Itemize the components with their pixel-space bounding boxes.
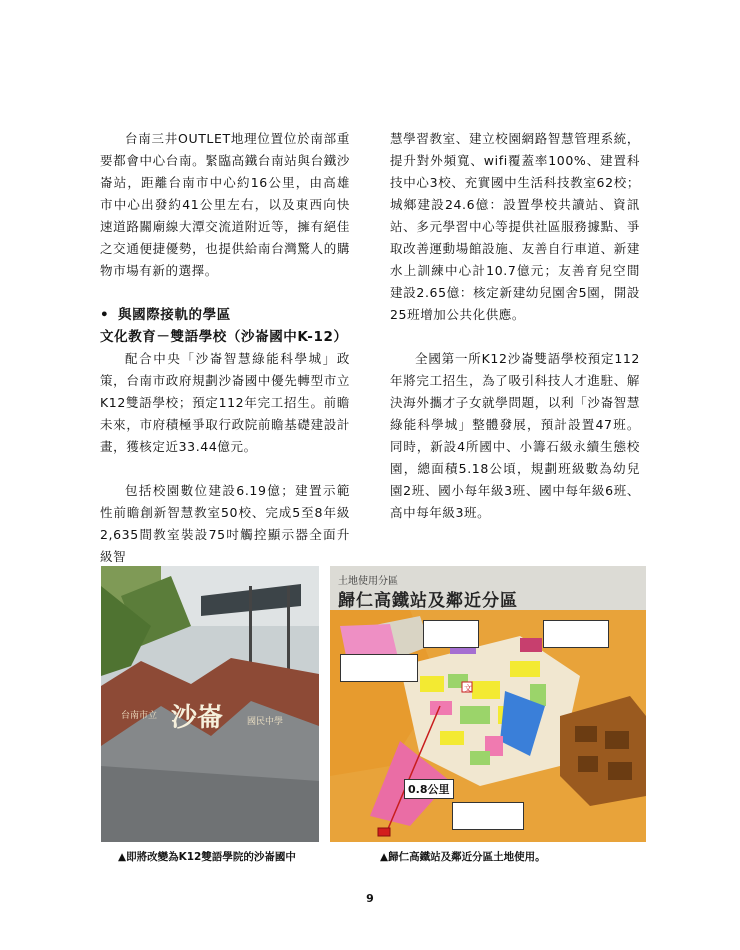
- map-school-marker: 文: [464, 684, 472, 693]
- sign-left-text: 台南市立: [121, 711, 158, 721]
- bullet-dot: •: [100, 307, 110, 323]
- map-callout: [543, 620, 609, 648]
- map-callout: [452, 802, 524, 830]
- map-callout: [423, 620, 479, 648]
- sign-main-text: 沙崙: [171, 703, 224, 733]
- bullet-heading: [100, 304, 350, 326]
- school-sign-photo: [101, 566, 319, 842]
- sign-right-text: 國民中學: [247, 717, 284, 727]
- bullet-heading-text: 與國際接軌的學區: [118, 307, 231, 323]
- paragraph-smart-learning: 慧學習教室、建立校園網路智慧管理系統，提升對外頻寬、wifi覆蓋率100%、建置科技中心3校、充實國中生活科技教室62校；城鄉建設24.6億：設置學校共讀站、資訊站、多元學習中心等提供社區服務據點、爭取改善運動場館設施、友善自行車道、新建水上訓練中心計10.7億元；友善育兒空間建設2.65億：核定新建幼兒園舍5園，開設25班增加公共化供應。: [390, 131, 640, 322]
- distance-label: 0.8公里: [404, 779, 454, 799]
- paragraph-k12-school: 全國第一所K12沙崙雙語學校預定112年將完工招生，為了吸引科技人才進駐、解決海外攜才子女就學問題，以利「沙崙智慧綠能科學城」整體發展，預計設置47班。同時，新設4所國中、小籌石級永續生態校園，總面積5.18公頃，規劃班級數為幼兒園2班、國小每年級3班、國中每年級6班、高中每年級3班。: [390, 351, 640, 520]
- map-callout: [340, 654, 418, 682]
- paragraph-bilingual-school: 配合中央「沙崙智慧綠能科學城」政策，台南市政府規劃沙崙國中優先轉型市立K12雙語學校；預定112年完工招生。前瞻未來，市府積極爭取行政院前瞻基礎建設計畫，獲核定近33.44億元。: [100, 351, 350, 454]
- map-title: 歸仁高鐵站及鄰近分區: [338, 591, 518, 611]
- paragraph-digital-construction: 包括校園數位建設6.19億；建置示範性前瞻創新智慧教室50校、完成5至8年級2,635間教室裝設75吋觸控顯示器全面升級智: [100, 483, 350, 564]
- left-column: [100, 128, 350, 568]
- land-use-map: [330, 566, 646, 842]
- page-number: 9: [366, 892, 374, 905]
- right-column: [390, 128, 640, 524]
- map-subtitle: 土地使用分區: [338, 576, 398, 587]
- paragraph-outlet-location: 台南三井OUTLET地理位置位於南部重要都會中心台南。緊臨高鐵台南站與台鐵沙崙站，距離台南市中心約16公里，由高雄市中心出發約41公里左右，以及東西向快速道路關廟線大潭交流道附近等，擁有絕佳之交通便捷優勢，也提供給南台灣驚人的購物市場有新的選擇。: [100, 131, 350, 278]
- map-caption: ▲歸仁高鐵站及鄰近分區土地使用。: [380, 851, 546, 863]
- photo-caption: ▲即將改變為K12雙語學院的沙崙國中: [118, 851, 296, 863]
- section-subheading: 文化教育－雙語學校（沙崙國中K-12）: [100, 329, 348, 345]
- school-sign-illustration: [101, 566, 319, 842]
